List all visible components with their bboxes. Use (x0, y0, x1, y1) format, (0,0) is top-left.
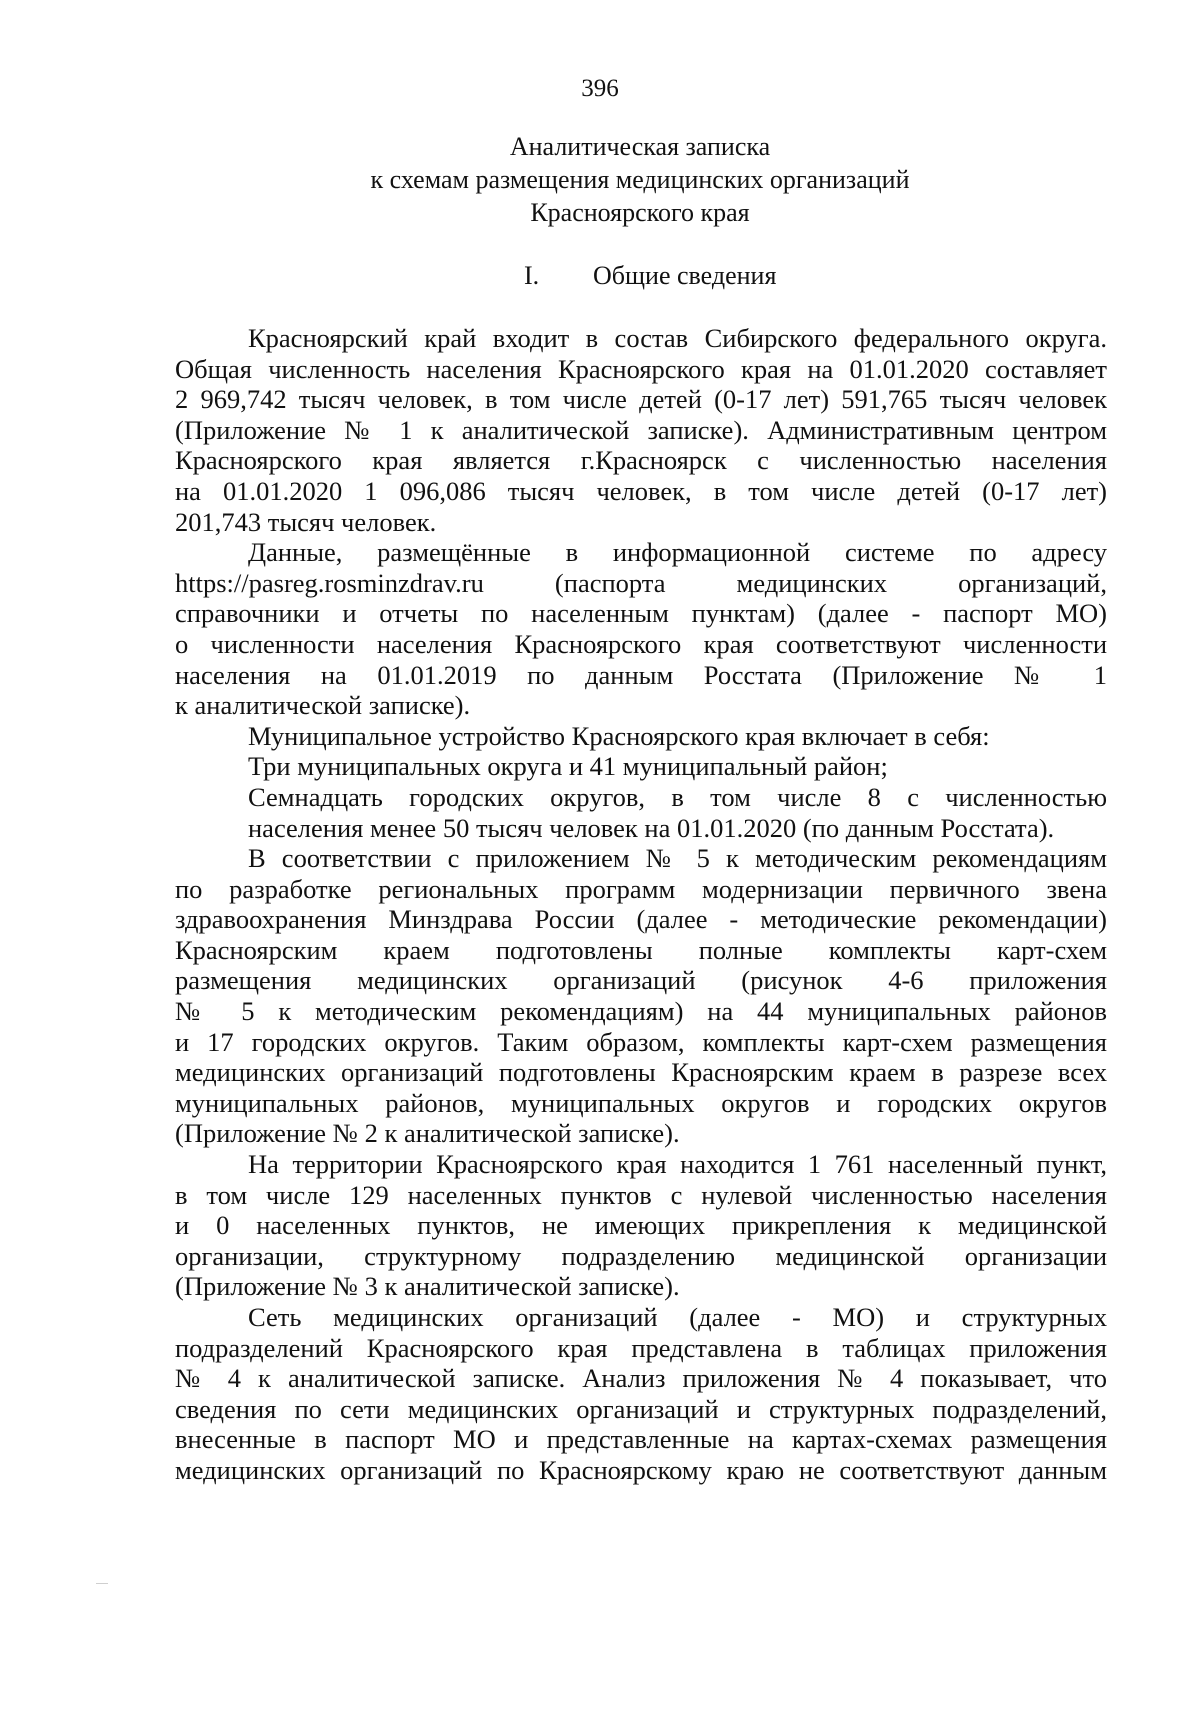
paragraph-population (175, 323, 1107, 537)
text-line: о численности населения Красноярского края соответствуют численности (175, 628, 1107, 659)
text-line: Красноярским краем подготовлены полные комплекты карт-схем (175, 934, 1107, 965)
text-line: и 0 населенных пунктов, не имеющих прикрепления к медицинской (175, 1210, 1107, 1241)
paragraph-municipal-structure (175, 721, 1107, 752)
section-title: Общие сведения (593, 261, 777, 290)
text-line: 2 969,742 тысяч человек, в том числе детей (0-17 лет) 591,765 тысяч человек (175, 384, 1107, 415)
text-line: к аналитической записке). (175, 690, 471, 721)
text-line: Общая численность населения Красноярского края на 01.01.2020 составляет (175, 353, 1107, 384)
page-number: 396 (581, 75, 619, 102)
text-line: по разработке региональных программ модернизации первичного звена (175, 873, 1107, 904)
text-line: медицинских организаций по Красноярскому краю не соответствуют данным (175, 1454, 1107, 1485)
text-line: населения на 01.01.2019 по данным Росстата (Приложение № 1 (175, 659, 1107, 690)
text-line: (Приложение № 3 к аналитической записке). (175, 1271, 680, 1302)
text-line: Муниципальное устройство Красноярского края включает в себя: (248, 720, 990, 751)
text-line: муниципальных районов, муниципальных округов и городских округов (175, 1087, 1107, 1118)
text-line: внесенные в паспорт МО и представленные на картах-схемах размещения (175, 1424, 1107, 1455)
paragraph-city-districts (175, 782, 1107, 843)
section-numeral: I. (524, 261, 540, 290)
text-line: организации, структурному подразделению медицинской организации (175, 1240, 1107, 1271)
document-title (160, 130, 1120, 229)
text-line: В соответствии с приложением № 5 к методическим рекомендациям (248, 843, 1107, 874)
text-line: Сеть медицинских организаций (далее - МО) и структурных (248, 1302, 1107, 1332)
text-line: сведения по сети медицинских организаций и структурных подразделений, (175, 1393, 1107, 1424)
text-line: № 4 к аналитической записке. Анализ приложения № 4 показывает, что (175, 1363, 1107, 1394)
text-line: в том числе 129 населенных пунктов с нулевой численностью населения (175, 1179, 1107, 1210)
text-line: Семнадцать городских округов, в том числе 8 с численностью (248, 781, 1107, 812)
title-line-1: Аналитическая записка (509, 132, 771, 161)
paragraph-map-schemes (175, 843, 1107, 1149)
text-line: Три муниципальных округа и 41 муниципальный район; (248, 751, 888, 782)
text-line: 201,743 тысяч человек. (175, 506, 437, 537)
text-line: размещения медицинских организаций (рисунок 4-6 приложения (175, 965, 1107, 996)
text-line: здравоохранения Минздрава России (далее - методические рекомендации) (175, 904, 1107, 935)
text-line: https://pasreg.rosminzdrav.ru (паспорта медицинских организаций, (175, 567, 1107, 598)
title-line-3: Красноярского края (530, 198, 750, 227)
text-line: № 5 к методическим рекомендациям) на 44 муниципальных районов (175, 996, 1107, 1027)
text-line: (Приложение № 1 к аналитической записке). Административным центром (175, 414, 1107, 445)
title-line-2: к схемам размещения медицинских организаций (370, 165, 910, 194)
paragraph-mo-network (175, 1302, 1107, 1486)
text-line: на 01.01.2020 1 096,086 тысяч человек, в том числе детей (0-17 лет) (175, 475, 1107, 506)
paragraph-municipal-districts (175, 751, 1107, 782)
text-line: Данные, размещённые в информационной системе по адресу (248, 537, 1107, 568)
text-line: медицинских организаций подготовлены Красноярским краем в разрезе всех (175, 1057, 1107, 1088)
paragraph-passport-data (175, 537, 1107, 721)
paragraph-settlements (175, 1149, 1107, 1302)
text-line: Красноярского края является г.Красноярск с численностью населения (175, 445, 1107, 476)
body-text (175, 323, 1107, 1486)
text-line: Красноярский край входит в состав Сибирского федерального округа. (248, 323, 1107, 353)
text-line: и 17 городских округов. Таким образом, комплекты карт-схем размещения (175, 1026, 1107, 1057)
scan-artifact-mark (96, 1583, 108, 1584)
text-line: подразделений Красноярского края представлена в таблицах приложения (175, 1332, 1107, 1363)
text-line: На территории Красноярского края находится 1 761 населенный пункт, (248, 1149, 1107, 1180)
text-line: населения менее 50 тысяч человек на 01.01.2020 (по данным Росстата). (248, 812, 1055, 843)
text-line: (Приложение № 2 к аналитической записке). (175, 1118, 680, 1149)
text-line: справочники и отчеты по населенным пунктам) (далее - паспорт МО) (175, 598, 1107, 629)
